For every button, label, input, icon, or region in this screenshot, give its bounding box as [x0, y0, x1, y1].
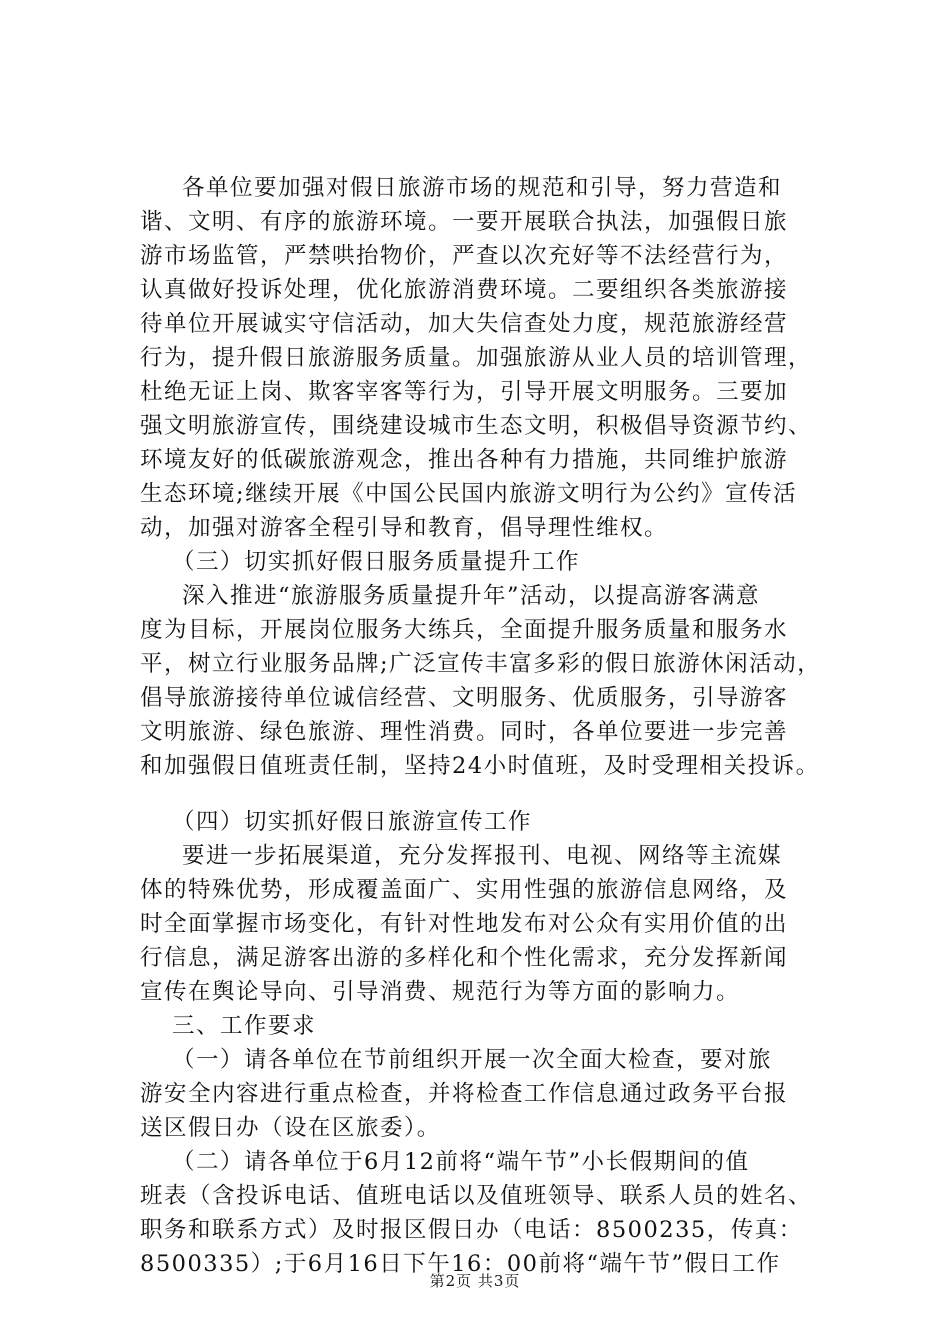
paragraph-line: 游市场监管，严禁哄抬物价，严查以次充好等不法经营行为，	[140, 243, 789, 269]
paragraph-line: 游安全内容进行重点检查，并将检查工作信息通过政务平台报	[140, 1081, 789, 1107]
paragraph-line: 度为目标，开展岗位服务大练兵，全面提升服务质量和服务水	[140, 617, 789, 643]
paragraph-line: （二）请各单位于6月12前将“端午节”小长假期间的值	[172, 1149, 750, 1175]
paragraph-line: 行信息，满足游客出游的多样化和个性化需求，充分发挥新闻	[140, 945, 789, 971]
paragraph-line: 认真做好投诉处理，优化旅游消费环境。二要组织各类旅游接	[140, 277, 789, 303]
paragraph-line: 生态环境;继续开展《中国公民国内旅游文明行为公约》宣传活	[140, 481, 798, 507]
paragraph-line: 宣传在舆论导向、引导消费、规范行为等方面的影响力。	[140, 979, 741, 1005]
paragraph-line: 动，加强对游客全程引导和教育，倡导理性维权。	[140, 515, 669, 541]
section-heading: （三）切实抓好假日服务质量提升工作	[172, 549, 581, 575]
paragraph-line: 强文明旅游宣传，围绕建设城市生态文明，积极倡导资源节约、	[140, 413, 813, 439]
paragraph-line: 班表（含投诉电话、值班电话以及值班领导、联系人员的姓名、	[140, 1183, 813, 1209]
page-number-footer: 第2页 共3页	[429, 1272, 521, 1290]
paragraph-line: 深入推进“旅游服务质量提升年”活动，以提高游客满意	[182, 583, 761, 609]
paragraph-line: 杜绝无证上岗、欺客宰客等行为，引导开展文明服务。三要加	[140, 379, 789, 405]
paragraph-line: 待单位开展诚实守信活动，加大失信查处力度，规范旅游经营	[140, 311, 789, 337]
paragraph-line: 环境友好的低碳旅游观念，推出各种有力措施，共同维护旅游	[140, 447, 789, 473]
paragraph-line: 要进一步拓展渠道，充分发挥报刊、电视、网络等主流媒	[182, 843, 783, 869]
paragraph-line: 时全面掌握市场变化，有针对性地发布对公众有实用价值的出	[140, 911, 789, 937]
paragraph-line: 行为，提升假日旅游服务质量。加强旅游从业人员的培训管理，	[140, 345, 813, 371]
paragraph-line: 8500335）;于6月16日下午16：00前将“端午节”假日工作	[140, 1251, 781, 1277]
section-heading: （四）切实抓好假日旅游宣传工作	[172, 809, 533, 835]
paragraph-line: 平，树立行业服务品牌;广泛宣传丰富多彩的假日旅游休闲活动，	[140, 651, 822, 677]
paragraph-line: 职务和联系方式）及时报区假日办（电话：8500235，传真：	[140, 1217, 803, 1243]
paragraph-line: 和加强假日值班责任制，坚持24小时值班，及时受理相关投诉。	[140, 753, 820, 779]
paragraph-line: （一）请各单位在节前组织开展一次全面大检查，要对旅	[172, 1047, 773, 1073]
paragraph-line: 送区假日办（设在区旅委）。	[140, 1115, 441, 1141]
paragraph-line: 谐、文明、有序的旅游环境。一要开展联合执法，加强假日旅	[140, 209, 789, 235]
paragraph-line: 文明旅游、绿色旅游、理性消费。同时，各单位要进一步完善	[140, 719, 789, 745]
paragraph-line: 各单位要加强对假日旅游市场的规范和引导，努力营造和	[182, 175, 783, 201]
paragraph-line: 体的特殊优势，形成覆盖面广、实用性强的旅游信息网络，及	[140, 877, 789, 903]
paragraph-line: 倡导旅游接待单位诚信经营、文明服务、优质服务，引导游客	[140, 685, 789, 711]
section-heading: 三、工作要求	[172, 1013, 317, 1039]
